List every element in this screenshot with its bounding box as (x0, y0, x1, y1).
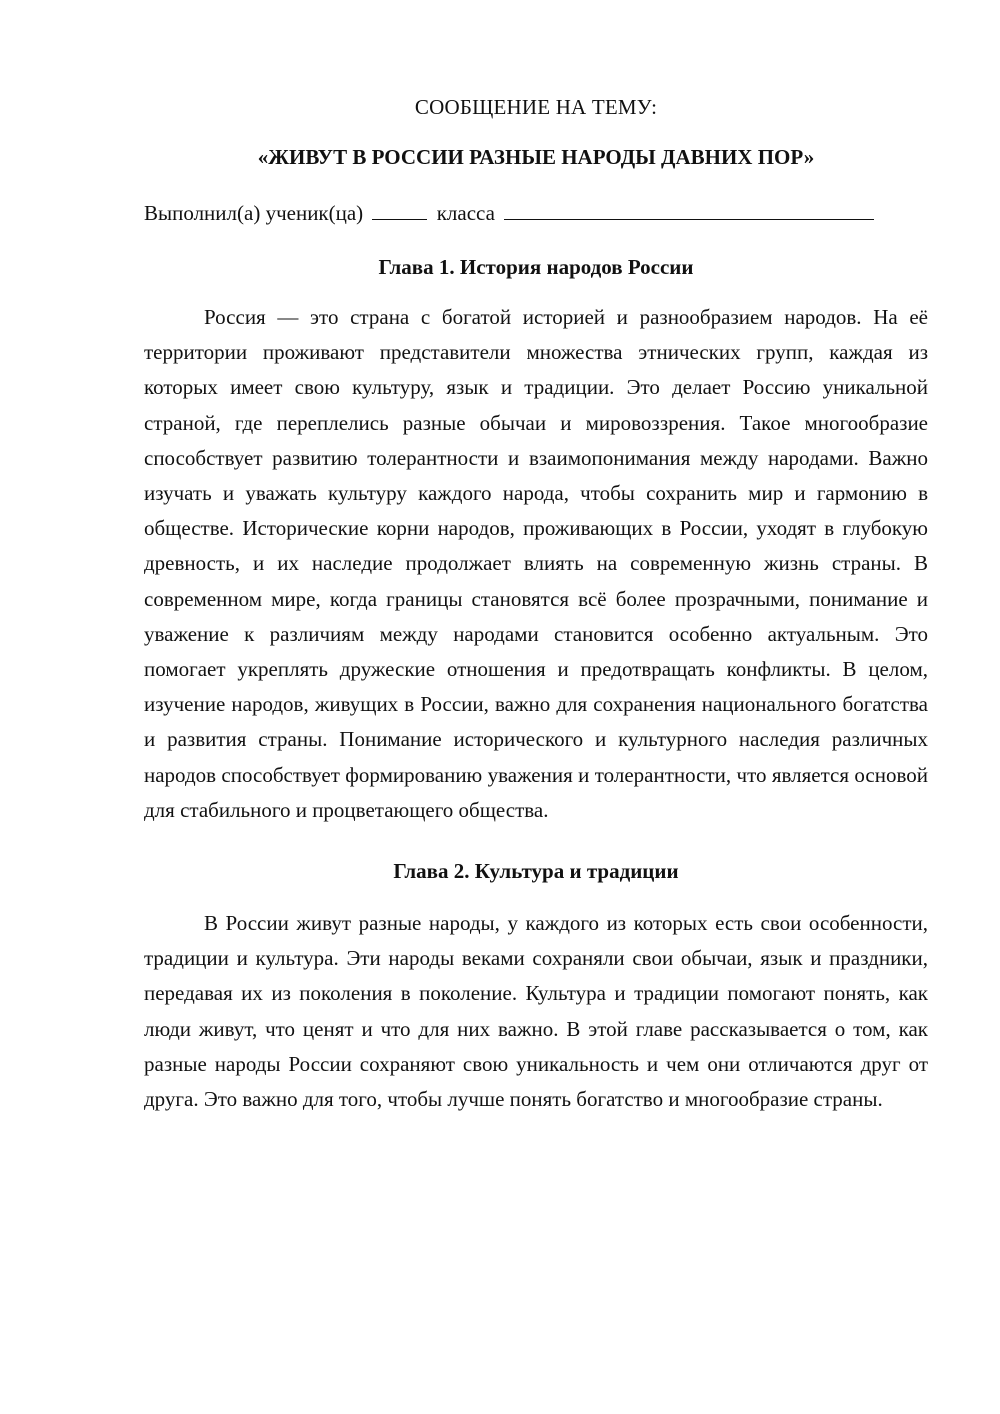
student-label: Выполнил(а) ученик(ца) (144, 201, 364, 225)
chapter-1-text: Россия — это страна с богатой историей и разнообразием народов. На её территории проживают представители множества этнических групп, каждая из которых имеет свою культуру, язык и традиции. Это делает Россию уникальной страной, где переплелись разные обычаи и мировоззрения. Такое многообразие способствует развитию толерантности и взаимопонимания между народами. Важно изучать и уважать культуру каждого народа, чтобы сохранить мир и гармонию в обществе. Исторические корни народов, проживающих в России, уходят в глубокую древность, и их наследие продолжает влиять на современную жизнь страны. В современном мире, когда границы становятся всё более прозрачными, понимание и уважение к различиям между народами становится особенно актуальным. Это помогает укреплять дружеские отношения и предотвращать конфликты. В целом, изучение народов, живущих в России, важно для сохранения национального богатства и развития страны. Понимание исторического и культурного наследия различных народов способствует формированию уважения и толерантности, что является основой для стабильного и процветающего общества. (144, 305, 928, 822)
name-blank (504, 199, 874, 220)
chapter-2-text: В России живут разные народы, у каждого из которых есть свои особенности, традиции и культура. Эти народы веками сохраняли свои обычаи, язык и праздники, передавая их из поколения в поколение. Культура и традиции помогают понять, как люди живут, что ценят и что для них важно. В этой главе рассказывается о том, как разные народы России сохраняют свою уникальность и чем они отличаются друг от друга. Это важно для того, чтобы лучше понять богатство и многообразие страны. (144, 911, 928, 1112)
student-info-line (144, 198, 928, 228)
document-page (144, 92, 928, 1117)
topic-label: СООБЩЕНИЕ НА ТЕМУ: (414, 95, 658, 119)
grade-blank (372, 199, 427, 220)
chapter-2-heading: Глава 2. Культура и традиции (393, 859, 679, 884)
chapter-1-heading: Глава 1. История народов России (378, 255, 694, 279)
class-label: класса (436, 201, 495, 225)
topic-title: «ЖИВУТ В РОССИИ РАЗНЫЕ НАРОДЫ ДАВНИХ ПОР» (257, 145, 815, 169)
